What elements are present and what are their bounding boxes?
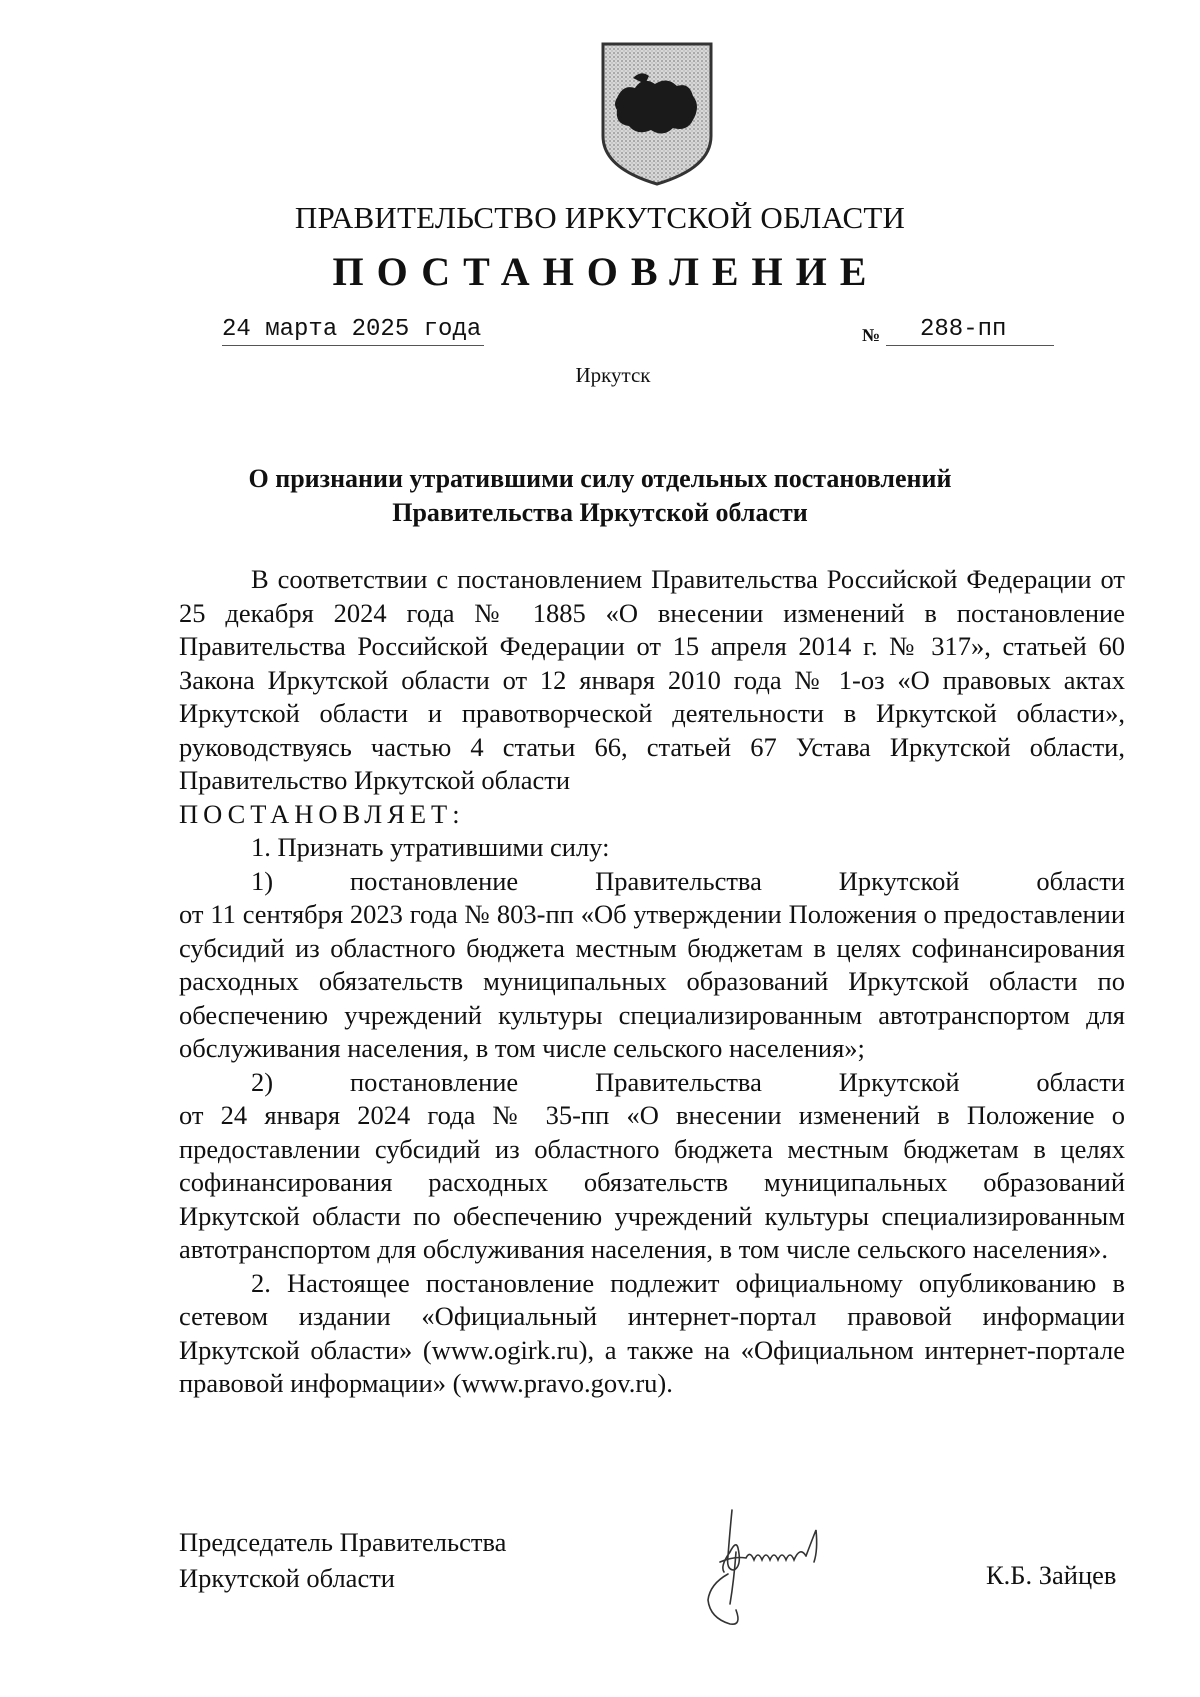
subpoint-1-word: Иркутской [838, 865, 960, 896]
coat-of-arms-icon [597, 40, 717, 188]
document-date: 24 марта 2025 года [222, 316, 484, 346]
subpoint-1-heading [179, 865, 1125, 899]
document-type: ПОСТАНОВЛЕНИЕ [332, 249, 880, 294]
handwritten-signature [690, 1500, 890, 1640]
city: Иркутск [575, 363, 651, 387]
document-number: 288-пп [886, 316, 1054, 346]
document-title [150, 462, 1050, 530]
title-line-1: О признании утратившими силу отдельных постановлений [248, 464, 952, 493]
point-1: 1. Признать утратившими силу: [251, 832, 610, 862]
point-2: 2. Настоящее постановление подлежит официальному опубликованию в сетевом издании «Официальный интернет-портал правовой информации Иркутской области» (www.ogirk.ru), а также на «Официальном интернет-портале правовой информации» (www.pravo.gov.ru). [179, 1267, 1125, 1398]
subpoint-2-word: области [1036, 1066, 1125, 1097]
subpoint-2-number: 2) [251, 1066, 274, 1097]
subpoint-2-heading [179, 1066, 1125, 1100]
subpoint-1-word: области [1036, 865, 1125, 896]
subpoint-2-text: от 24 января 2024 года № 35-пп «О внесении изменений в Положение о предоставлении субсидий из областного бюджета местным бюджетам в целях софинансирования расходных обязательств муниципальных образований Иркутской области по обеспечению учреждений культуры специализированным автотранспортом для обслуживания населения, в том числе сельского населения». [179, 1100, 1125, 1264]
subpoint-1-word: Правительства [595, 865, 762, 896]
subpoint-2-word: Правительства [595, 1066, 762, 1097]
position-line-2: Иркутской области [179, 1563, 395, 1593]
subpoint-1-word: постановление [349, 865, 519, 896]
position-line-1: Председатель Правительства [179, 1527, 507, 1557]
signatory-position [179, 1524, 506, 1596]
subpoint-1-text: от 11 сентября 2023 года № 803-пп «Об утверждении Положения о предоставлении субсидий из областного бюджета местным бюджетам в целях софинансирования расходных обязательств муниципальных образований Иркутской области по обеспечению учреждений культуры специализированным автотранспортом для обслуживания населения, в том числе сельского населения»; [179, 899, 1125, 1063]
title-line-2: Правительства Иркутской области [392, 498, 808, 527]
resolves-heading: ПОСТАНОВЛЯЕТ: [179, 798, 465, 829]
document-body [179, 563, 1125, 1401]
signatory-name: К.Б. Зайцев [986, 1560, 1117, 1590]
organization-name: ПРАВИТЕЛЬСТВО ИРКУТСКОЙ ОБЛАСТИ [294, 200, 906, 235]
number-sign: № [862, 325, 881, 345]
subpoint-2-word: Иркутской [838, 1066, 960, 1097]
preamble: В соответствии с постановлением Правительства Российской Федерации от 25 декабря 2024 года № 1885 «О внесении изменений в постановление Правительства Российской Федерации от 15 апреля 2014 г. № 317», статьей 60 Закона Иркутской области от 12 января 2010 года № 1-оз «О правовых актах Иркутской области и правотворческой деятельности в Иркутской области», руководствуясь частью 4 статьи 66, статьей 67 Устава Иркутской области, Правительство Иркутской области [179, 564, 1125, 795]
subpoint-1-number: 1) [251, 865, 274, 896]
subpoint-2-word: постановление [349, 1066, 519, 1097]
